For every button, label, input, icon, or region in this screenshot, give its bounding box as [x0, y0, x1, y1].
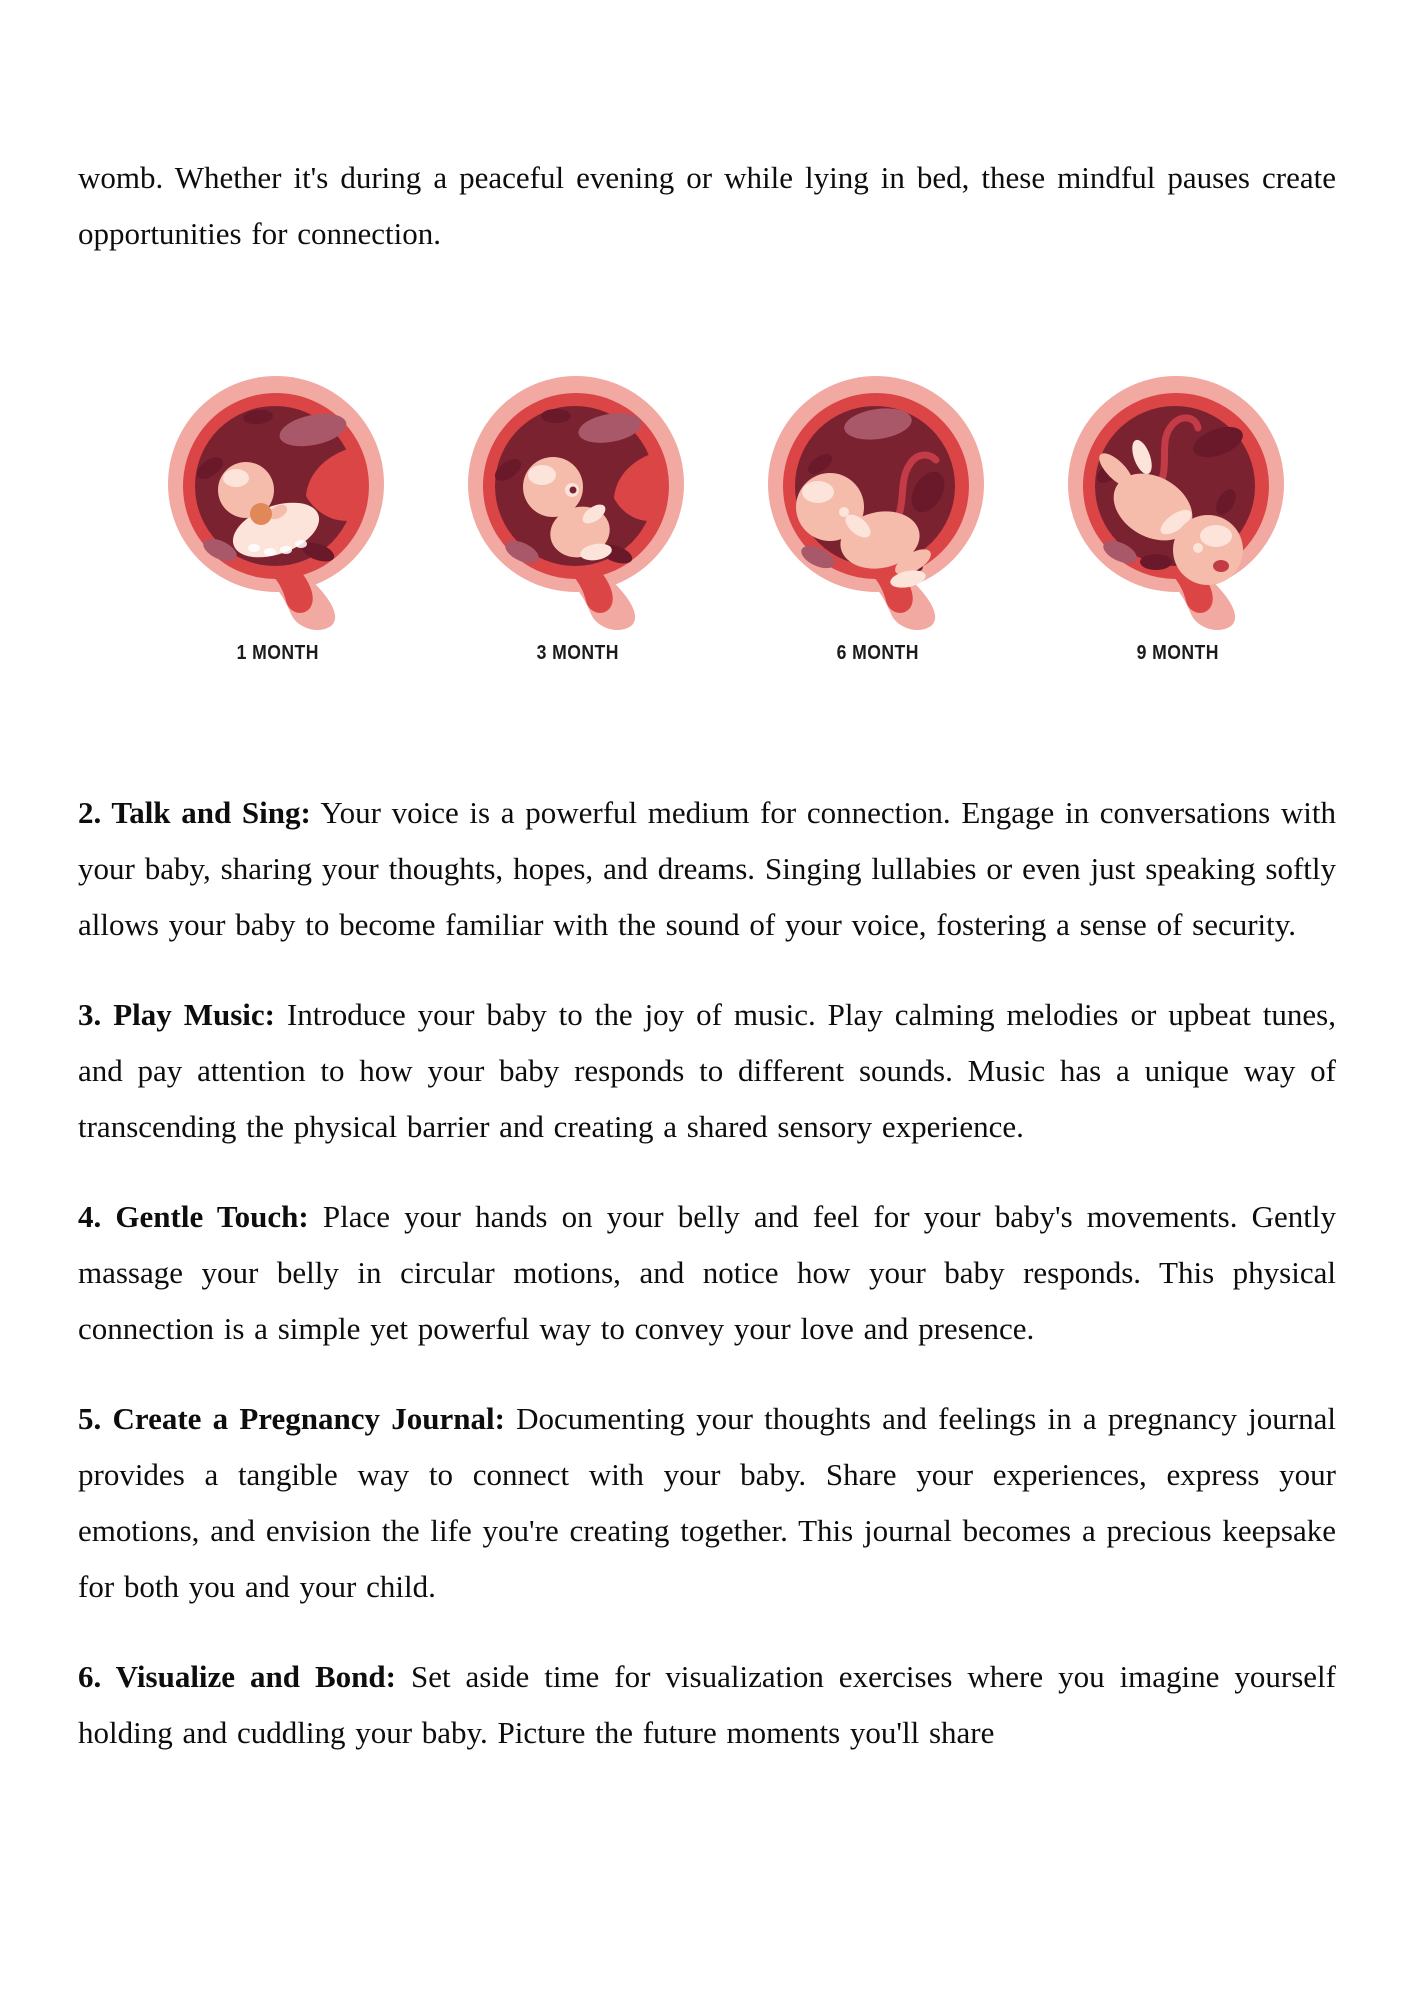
section-play-music-text: Introduce your baby to the joy of music. Play calming melodies or upbeat tunes, and pay attention to how your baby responds to different sounds. Music has a unique way of transcending the physical barrier and creating a shared sensory experience.: [78, 997, 1336, 1144]
womb-diagram-3-month-icon: [458, 372, 698, 632]
section-play-music: [78, 987, 1336, 1155]
stage-label-9-month: 9 MONTH: [1136, 642, 1220, 664]
section-gentle-touch-label: 4. Gentle Touch:: [78, 1199, 309, 1234]
section-pregnancy-journal-label: 5. Create a Pregnancy Journal:: [78, 1401, 505, 1436]
womb-diagram-9-month-icon: [1058, 372, 1298, 632]
stage-6-month: [728, 372, 1028, 665]
section-talk-and-sing-label: 2. Talk and Sing:: [78, 795, 311, 830]
section-play-music-label: 3. Play Music:: [78, 997, 275, 1032]
stage-9-month: [1028, 372, 1328, 665]
stage-label-6-month: 6 MONTH: [836, 642, 920, 664]
fetal-stages-row: [128, 372, 1328, 665]
stage-label-3-month: 3 MONTH: [536, 642, 620, 664]
stage-1-month: [128, 372, 428, 665]
section-pregnancy-journal-text: Documenting your thoughts and feelings in a pregnancy journal provides a tangible way to connect with your baby. Share your experiences, express your emotions, and envision the life you're creating together. This journal becomes a precious keepsake for both you and your child.: [78, 1401, 1336, 1604]
womb-diagram-6-month-icon: [758, 372, 998, 632]
section-talk-and-sing: [78, 785, 1336, 953]
section-visualize-and-bond-text: Set aside time for visualization exercises where you imagine yourself holding and cuddling your baby. Picture the future moments you'll share: [78, 1659, 1336, 1750]
section-gentle-touch-text: Place your hands on your belly and feel for your baby's movements. Gently massage your belly in circular motions, and notice how your baby responds. This physical connection is a simple yet powerful way to convey your love and presence.: [78, 1199, 1336, 1346]
stage-label-1-month: 1 MONTH: [236, 642, 320, 664]
intro-paragraph-text: womb. Whether it's during a peaceful evening or while lying in bed, these mindful pauses create opportunities for connection.: [78, 160, 1336, 251]
section-pregnancy-journal: [78, 1391, 1336, 1615]
section-gentle-touch: [78, 1189, 1336, 1357]
intro-paragraph: [78, 150, 1336, 262]
womb-diagram-1-month-icon: [158, 372, 398, 632]
section-talk-and-sing-text: Your voice is a powerful medium for connection. Engage in conversations with your baby, sharing your thoughts, hopes, and dreams. Singing lullabies or even just speaking softly allows your baby to become familiar with the sound of your voice, fostering a sense of security.: [78, 795, 1336, 942]
stage-3-month: [428, 372, 728, 665]
section-visualize-and-bond: [78, 1649, 1336, 1761]
section-visualize-and-bond-label: 6. Visualize and Bond:: [78, 1659, 396, 1694]
fetal-development-figure: [128, 372, 1328, 665]
